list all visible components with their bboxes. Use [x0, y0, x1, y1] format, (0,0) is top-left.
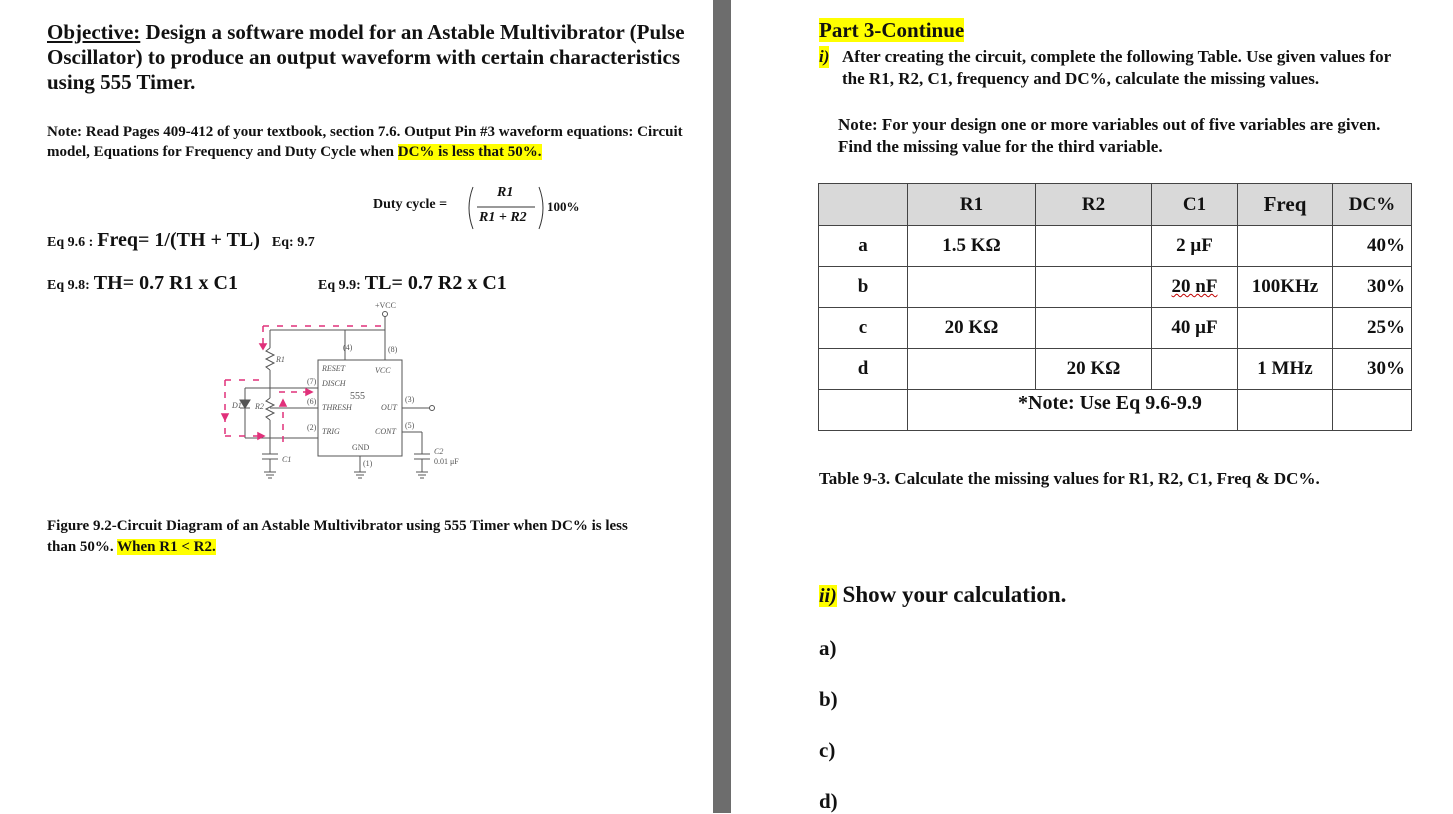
table-row: [819, 308, 1412, 349]
out-label: OUT: [381, 403, 398, 412]
pin3-label: (3): [405, 395, 415, 404]
show-calculation-heading: [819, 582, 1066, 608]
cell-c1[interactable]: [1152, 267, 1238, 308]
equation-9-9: [318, 272, 507, 295]
item-i-text: After creating the circuit, complete the following Table. Use given values for the R1, R2, C1, frequency and DC%, calculate the missing values.: [842, 47, 1391, 88]
r2-label: R2: [255, 402, 264, 411]
pin8-label: (8): [388, 345, 398, 354]
caption-text: Figure 9.2-Circuit Diagram of an Astable Multivibrator using 555 Timer when DC% is less than 50%.: [47, 518, 628, 555]
pin7-label: (7): [307, 377, 317, 386]
cell-dc[interactable]: 30%: [1333, 267, 1412, 308]
reset-label: RESET: [322, 364, 346, 373]
table-row: [819, 390, 1412, 431]
header-freq: Freq: [1238, 184, 1333, 226]
c2-value: 0.01 μF: [434, 457, 459, 466]
table-row: [819, 349, 1412, 390]
header-dc: DC%: [1333, 184, 1412, 226]
cell-dc[interactable]: 25%: [1333, 308, 1412, 349]
table-header-row: [819, 184, 1412, 226]
design-note: Note: For your design one or more variables out of five variables are given. Find the missing value for the third variable.: [838, 115, 1381, 156]
textbook-note: [47, 122, 687, 162]
header-r1: R1: [908, 184, 1036, 226]
header-cell-blank: [819, 184, 908, 226]
table-footnote: *Note: Use Eq 9.6-9.9: [1018, 392, 1202, 414]
eq98-formula: TH= 0.7 R1 x C1: [93, 272, 238, 294]
pin4-label: (4): [343, 343, 353, 352]
show-text: Show your calculation.: [836, 582, 1067, 607]
cell-dc[interactable]: 40%: [1333, 226, 1412, 267]
row-label: [819, 390, 908, 431]
equation-9-6: [47, 229, 315, 252]
cell-r1[interactable]: 1.5 KΩ: [908, 226, 1036, 267]
eq99-formula: TL= 0.7 R2 x C1: [364, 272, 507, 294]
objective-paragraph: [47, 20, 687, 95]
calculation-table: [818, 183, 1412, 431]
header-r2: R2: [1036, 184, 1152, 226]
eq98-label: Eq 9.8:: [47, 278, 90, 293]
pin1-label: (1): [363, 459, 373, 468]
cell-r1[interactable]: 20 KΩ: [908, 308, 1036, 349]
row-label: b: [819, 267, 908, 308]
table-row: [819, 267, 1412, 308]
gnd-label: GND: [352, 443, 370, 452]
answer-d: d): [819, 789, 838, 813]
note-highlight: DC% is less that 50%.: [397, 144, 542, 160]
cell-r1[interactable]: [908, 267, 1036, 308]
astable-555-circuit-diagram: [215, 296, 475, 486]
r1-label: R1: [276, 355, 285, 364]
eq97-label: Eq: 9.7: [271, 235, 315, 250]
cell-c1[interactable]: [1152, 349, 1238, 390]
cell-r1[interactable]: [908, 349, 1036, 390]
chip-label: 555: [350, 391, 365, 402]
duty-percent: 100%: [547, 199, 580, 214]
vcc-pin-label: VCC: [375, 366, 391, 375]
duty-denominator: R1 + R2: [479, 210, 527, 225]
cell-freq[interactable]: 1 MHz: [1238, 349, 1333, 390]
cell-dc[interactable]: 30%: [1333, 349, 1412, 390]
cell-dc-empty[interactable]: [1333, 390, 1412, 431]
d1-label: D1: [232, 401, 242, 410]
c2-label: C2: [434, 447, 444, 456]
cell-r2[interactable]: [1036, 308, 1152, 349]
eq99-label: Eq 9.9:: [318, 278, 361, 293]
caption-highlight: When R1 < R2.: [117, 539, 216, 555]
pin2-label: (2): [307, 423, 317, 432]
answer-c: c): [819, 738, 836, 762]
duty-cycle-label: Duty cycle: [373, 197, 436, 212]
vcc-label: +VCC: [375, 301, 396, 310]
objective-label: Objective:: [47, 20, 141, 44]
cell-c1[interactable]: 40 μF: [1152, 308, 1238, 349]
c1-label: C1: [282, 455, 292, 464]
table-caption: Table 9-3. Calculate the missing values for R1, R2, C1, Freq & DC%.: [819, 469, 1320, 488]
cell-c1[interactable]: 2 μF: [1152, 226, 1238, 267]
cell-freq[interactable]: [1238, 308, 1333, 349]
cell-r2[interactable]: 20 KΩ: [1036, 349, 1152, 390]
duty-cycle-formula: Duty cycle = R1 R1 + R2 100%: [373, 183, 588, 233]
duty-numerator: R1: [497, 185, 514, 200]
c1-value: 20 nF: [1171, 276, 1218, 297]
thresh-label: THRESH: [322, 403, 352, 412]
equation-9-8: [47, 272, 238, 295]
disch-label: DISCH: [322, 379, 346, 388]
row-label: d: [819, 349, 908, 390]
note-text: Note: Read Pages 409-412 of your textbook, section 7.6. Output Pin #3 waveform equations: Circuit model, Equations for Frequency and Duty Cycle when: [47, 124, 683, 160]
show-label: ii): [819, 585, 837, 607]
figure-caption: [47, 516, 647, 558]
eq96-label: Eq 9.6 :: [47, 235, 94, 250]
item-i-label: i): [819, 47, 830, 66]
answer-b: b): [819, 687, 838, 711]
objective-text: Design a software model for an Astable Multivibrator (Pulse Oscillator) to produce an output waveform with certain characteristics using 555 Timer.: [47, 20, 685, 94]
row-label: a: [819, 226, 908, 267]
pin5-label: (5): [405, 421, 415, 430]
cell-r2[interactable]: [1036, 226, 1152, 267]
item-i-paragraph: [819, 46, 1409, 90]
trig-label: TRIG: [322, 427, 340, 436]
cell-freq[interactable]: 100KHz: [1238, 267, 1333, 308]
cell-freq[interactable]: [1238, 226, 1333, 267]
cell-freq-empty[interactable]: [1238, 390, 1333, 431]
answer-a: a): [819, 636, 837, 660]
header-c1: C1: [1152, 184, 1238, 226]
cont-label: CONT: [375, 427, 396, 436]
part-title: Part 3-Continue: [819, 18, 965, 42]
page-divider: [713, 0, 731, 813]
pin6-label: (6): [307, 397, 317, 406]
eq96-formula: Freq= 1/(TH + TL): [97, 229, 260, 251]
cell-r2[interactable]: [1036, 267, 1152, 308]
table-row: [819, 226, 1412, 267]
footnote-cell: [908, 390, 1238, 431]
row-label: c: [819, 308, 908, 349]
